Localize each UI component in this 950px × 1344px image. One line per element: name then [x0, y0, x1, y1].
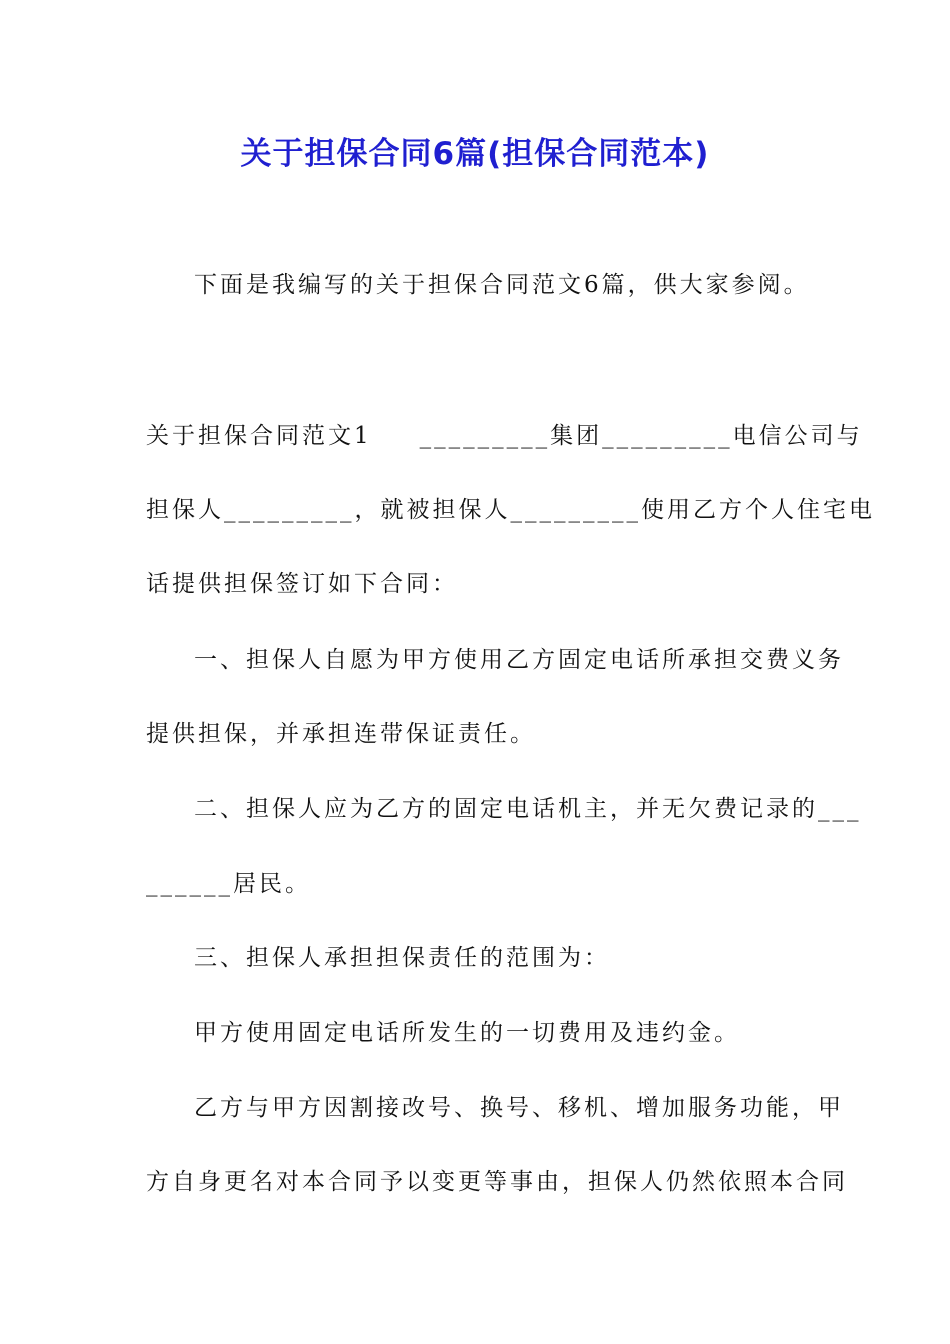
parties-text: _________集团_________电信公司与	[419, 423, 863, 449]
contract-heading: 关于担保合同范文1	[146, 423, 372, 449]
body-line: 话提供担保签订如下合同：	[146, 571, 458, 597]
body-line: ______居民。	[146, 871, 311, 897]
clause-three-detail: 甲方使用固定电话所发生的一切费用及违约金。	[194, 1020, 740, 1046]
clause-three: 三、担保人承担担保责任的范围为：	[194, 945, 610, 971]
body-line: 方自身更名对本合同予以变更等事由，担保人仍然依照本合同	[146, 1169, 848, 1195]
clause-paragraph: 乙方与甲方因割接改号、换号、移机、增加服务功能，甲	[194, 1095, 844, 1121]
document-title: 关于担保合同6篇(担保合同范本)	[240, 136, 710, 172]
contract-heading-line	[146, 421, 863, 451]
clause-one: 一、担保人自愿为甲方使用乙方固定电话所承担交费义务	[194, 647, 844, 673]
body-line: 提供担保，并承担连带保证责任。	[146, 721, 536, 747]
body-line: 担保人_________，就被担保人_________使用乙方个人住宅电	[146, 497, 875, 523]
clause-two: 二、担保人应为乙方的固定电话机主，并无欠费记录的___	[194, 796, 862, 822]
intro-paragraph: 下面是我编写的关于担保合同范文6篇，供大家参阅。	[194, 272, 810, 298]
